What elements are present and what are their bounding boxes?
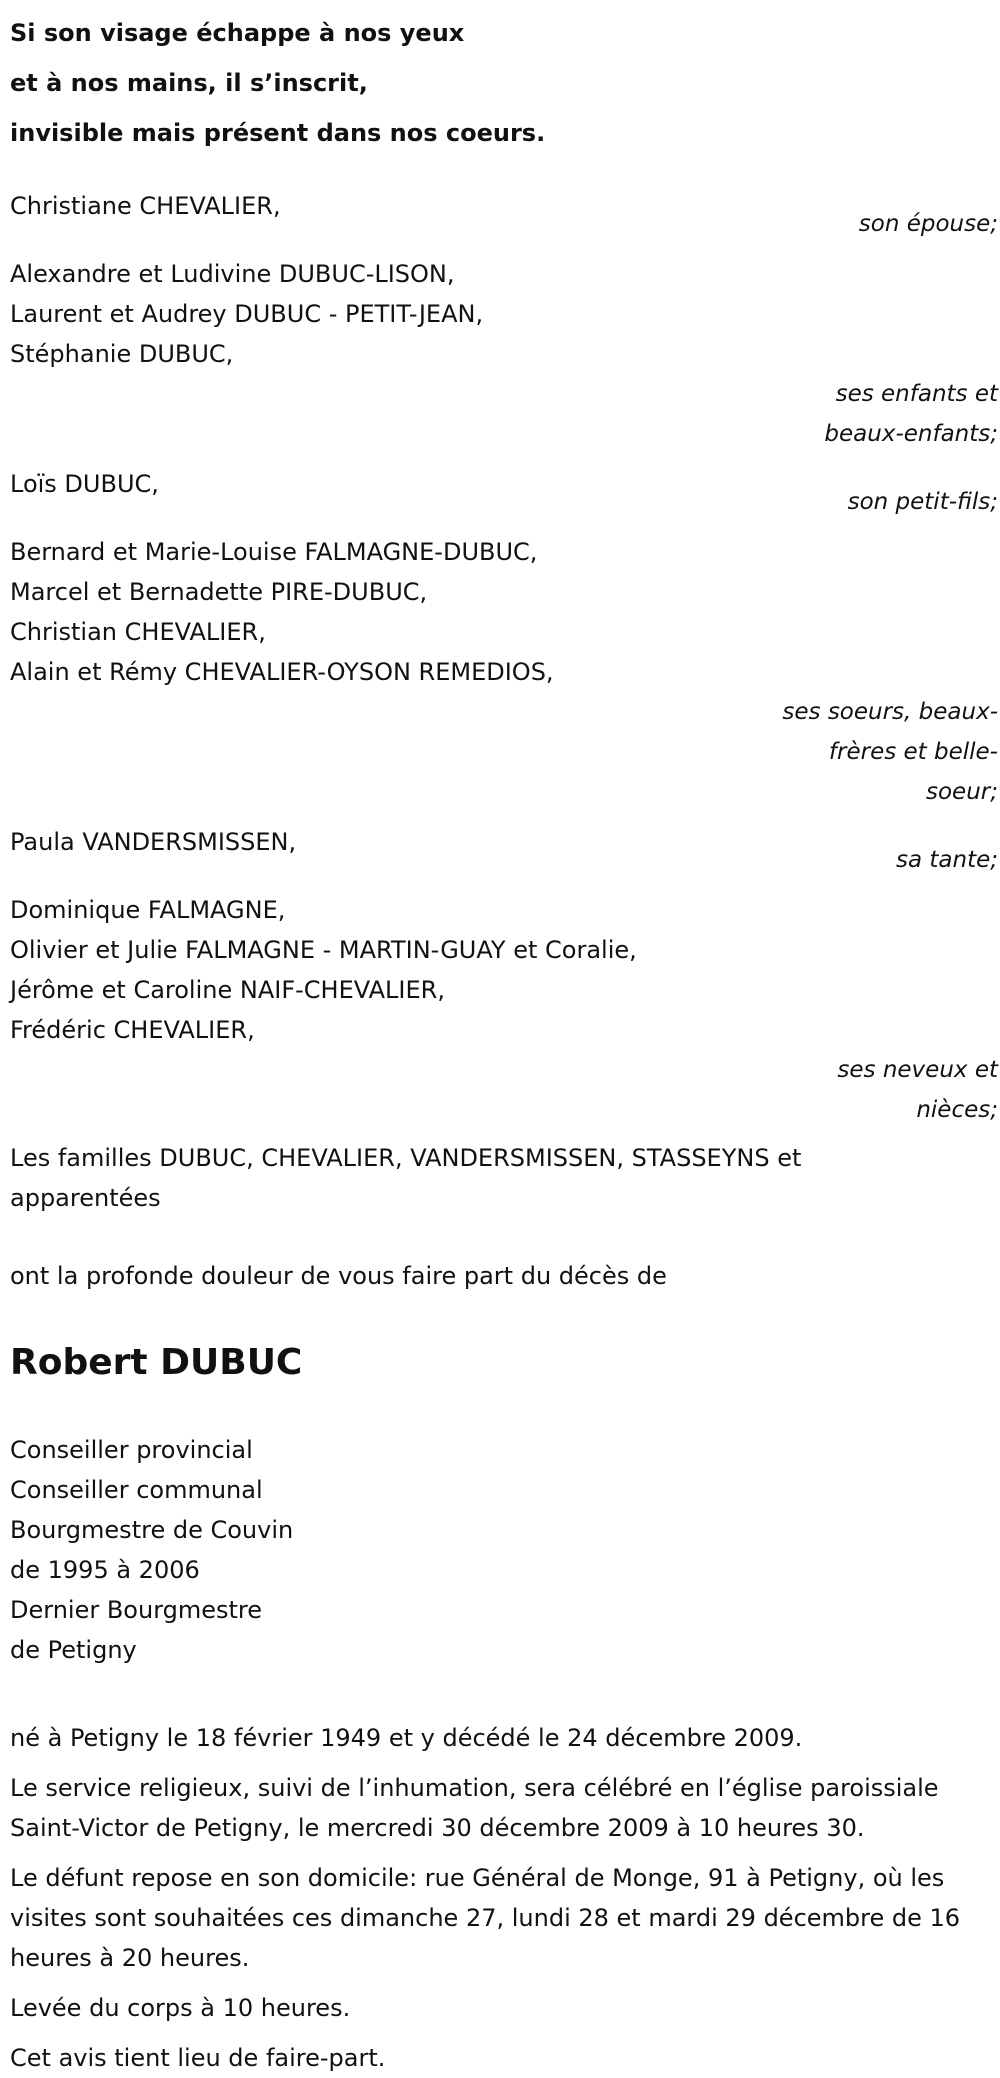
mourner-group-spouse bbox=[10, 186, 998, 244]
relation-label: son épouse; bbox=[858, 211, 998, 237]
mourner-group-siblings bbox=[10, 532, 998, 812]
mourner-name: Alain et Rémy CHEVALIER-OYSON REMEDIOS, bbox=[10, 658, 554, 686]
title-line: Conseiller communal bbox=[10, 1476, 263, 1504]
announcement-intro: ont la profonde douleur de vous faire part du décès de bbox=[10, 1262, 667, 1290]
mourner-name: Laurent et Audrey DUBUC - PETIT-JEAN, bbox=[10, 300, 484, 328]
title-line: Conseiller provincial bbox=[10, 1436, 253, 1464]
relation-label: son petit-fils; bbox=[847, 489, 998, 515]
mourner-name: Marcel et Bernadette PIRE-DUBUC, bbox=[10, 578, 428, 606]
mourner-group-children bbox=[10, 254, 998, 454]
closing-paragraph: Cet avis tient lieu de faire-part. bbox=[10, 2044, 386, 2072]
mourner-name: Loïs DUBUC, bbox=[10, 470, 159, 498]
obituary-notice bbox=[10, 0, 998, 2078]
title-line: de 1995 à 2006 bbox=[10, 1556, 200, 1584]
mourner-name: Olivier et Julie FALMAGNE - MARTIN-GUAY et Coralie, bbox=[10, 936, 637, 964]
mourner-name: Christian CHEVALIER, bbox=[10, 618, 266, 646]
poem-line: Si son visage échappe à nos yeux bbox=[10, 19, 465, 47]
title-line: de Petigny bbox=[10, 1636, 137, 1664]
mourner-name: Jérôme et Caroline NAIF-CHEVALIER, bbox=[10, 976, 445, 1004]
visitation-paragraph: Le défunt repose en son domicile: rue Général de Monge, 91 à Petigny, où les visites sont souhaitées ces dimanche 27, lundi 28 et mardi 29 décembre de 16 heures à 20 heures. bbox=[10, 1864, 961, 1972]
relation-label: ses enfants et beaux-enfants; bbox=[824, 381, 998, 447]
mourner-group-nephews bbox=[10, 890, 998, 1130]
mourner-name: Christiane CHEVALIER, bbox=[10, 192, 281, 220]
birth-death-paragraph: né à Petigny le 18 février 1949 et y décédé le 24 décembre 2009. bbox=[10, 1724, 803, 1752]
relation-label: ses soeurs, beaux-frères et belle-soeur; bbox=[782, 699, 998, 805]
poem-line: et à nos mains, il s’inscrit, bbox=[10, 69, 368, 97]
title-line: Bourgmestre de Couvin bbox=[10, 1516, 294, 1544]
title-line: Dernier Bourgmestre bbox=[10, 1596, 263, 1624]
deceased-titles bbox=[10, 1430, 998, 1670]
mourner-name: Dominique FALMAGNE, bbox=[10, 896, 286, 924]
mourner-name: Alexandre et Ludivine DUBUC-LISON, bbox=[10, 260, 455, 288]
funeral-service-paragraph: Le service religieux, suivi de l’inhumation, sera célébré en l’église paroissiale Saint-Victor de Petigny, le mercredi 30 décembre 2009 à 10 heures 30. bbox=[10, 1774, 939, 1842]
mourner-name: Paula VANDERSMISSEN, bbox=[10, 828, 297, 856]
departure-paragraph: Levée du corps à 10 heures. bbox=[10, 1994, 351, 2022]
deceased-name: Robert DUBUC bbox=[10, 1342, 303, 1383]
relation-label: sa tante; bbox=[896, 847, 998, 873]
mourner-name: Frédéric CHEVALIER, bbox=[10, 1016, 255, 1044]
mourner-group-aunt bbox=[10, 822, 998, 880]
relation-label: ses neveux et nièces; bbox=[837, 1057, 998, 1123]
poem-line: invisible mais présent dans nos coeurs. bbox=[10, 119, 546, 147]
mourner-name: Stéphanie DUBUC, bbox=[10, 340, 234, 368]
mourner-group-grandson bbox=[10, 464, 998, 522]
families-line: Les familles DUBUC, CHEVALIER, VANDERSMISSEN, STASSEYNS et apparentées bbox=[10, 1144, 802, 1212]
mourner-name: Bernard et Marie-Louise FALMAGNE-DUBUC, bbox=[10, 538, 538, 566]
epigraph-poem bbox=[10, 0, 998, 158]
